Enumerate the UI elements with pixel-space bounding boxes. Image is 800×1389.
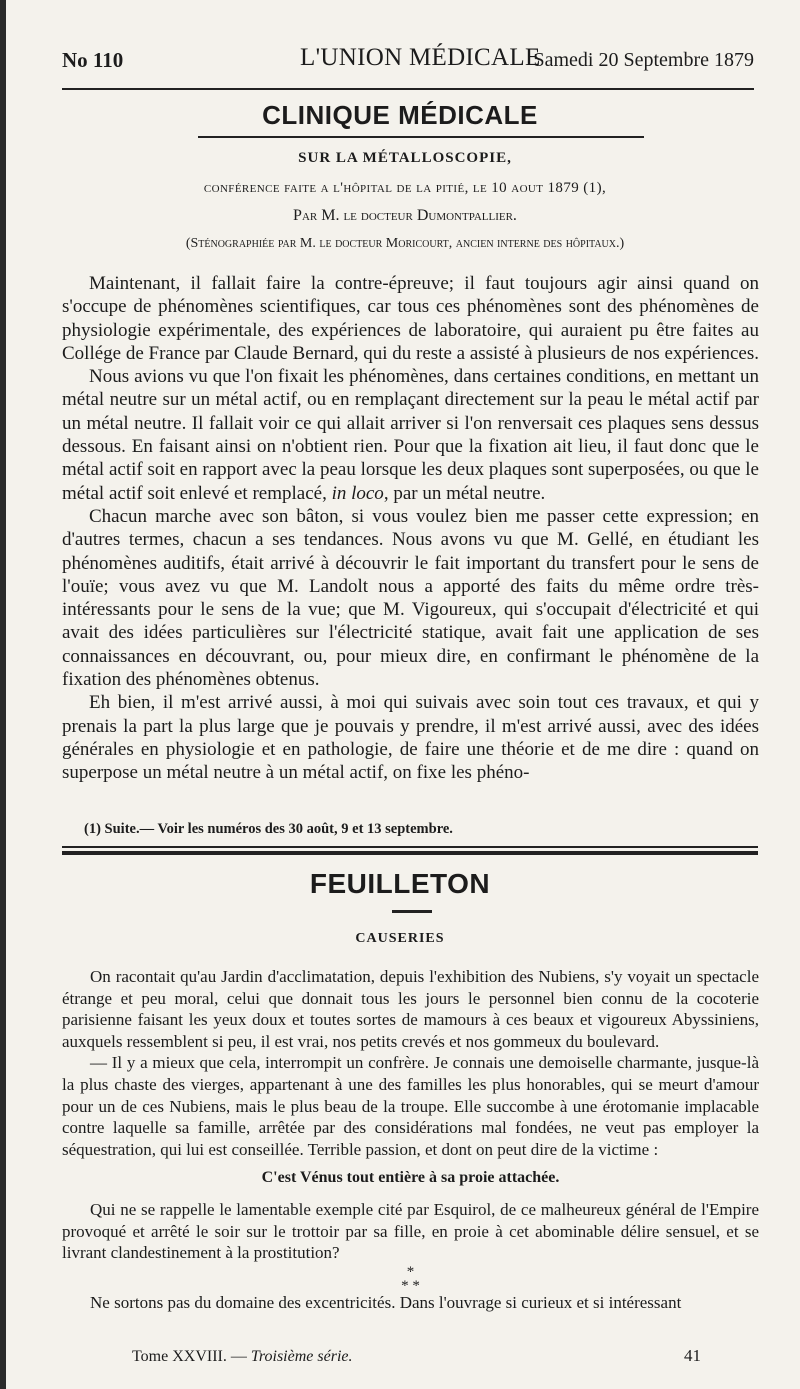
author-line: Par M. le docteur Dumontpallier.	[293, 207, 517, 224]
paragraph: Chacun marche avec son bâton, si vous voulez bien me passer cette expression; en d'autres termes, chacun a ses tendances. Nous avons vu que M. Gellé, en étudiant les phénomènes auditifs, était arrivé à découvrir le fait important du transfert pour le sens de l'ouïe; vous avez vu que M. Landolt nous a apporté des faits du même ordre très-intéressants pour le sens de la vue; que M. Vigoureux, qui s'occupait d'électricité et qui avait des idées particulières sur l'électricité statique, avait fait une application de ses connaissances en découvrant, ou, pour mieux dire, en confirmant le phénomène de la fixation des phénomènes obtenus.	[62, 505, 759, 691]
paragraph: Qui ne se rappelle le lamentable exemple cité par Esquirol, de ce malheureux général de l'Empire provoqué et arrêté le soir sur le trottoir par sa fille, en proie à cet abominable délire sensuel, et se livrant clandestinement à la prostitution?	[62, 1199, 759, 1263]
volume-line	[132, 1348, 352, 1366]
paragraph: On racontait qu'au Jardin d'acclimatation, depuis l'exhibition des Nubiens, s'y voyait un spectacle étrange et peu moral, celui que donnait tous les jours le personnel bien connu de la cocoterie parisienne faisant les yeux doux et toutes sortes de mamours à ces beaux et vigoureux Abyssiniens, auxquels ressemblent si peu, il est vrai, nos petits crevés et nos gommeux du boulevard.	[62, 967, 759, 1051]
section-title-feuilleton: FEUILLETON	[309, 868, 491, 899]
divider-rule	[62, 846, 758, 848]
verse-quote: C'est Vénus tout entière à sa proie attachée.	[261, 1169, 560, 1187]
journal-title: L'UNION MÉDICALE	[300, 44, 541, 71]
divider-rule-thick	[62, 851, 758, 855]
series-label: Troisième série.	[250, 1348, 353, 1365]
page-header	[62, 44, 758, 78]
page-number: 41	[684, 1346, 701, 1365]
conference-line: conférence faite a l'hôpital de la pitié, le 10 aout 1879 (1),	[203, 180, 607, 196]
stenographer-line: (Sténographiée par M. le docteur Moricourt, ancien interne des hôpitaux.)	[185, 236, 625, 251]
section-title-clinique: CLINIQUE MÉDICALE	[262, 100, 538, 130]
feuilleton-subtitle: CAUSERIES	[355, 931, 445, 946]
issue-number: No 110	[62, 48, 124, 72]
article-subtitle: SUR LA MÉTALLOSCOPIE,	[298, 150, 512, 166]
header-rule	[62, 88, 754, 90]
volume-label: Tome XXVIII. —	[132, 1348, 251, 1365]
asterism-top: *	[406, 1263, 415, 1280]
paragraph: Eh bien, il m'est arrivé aussi, à moi qui suivais avec soin tout ces travaux, et qui y prenais la part la plus large que je pouvais y prendre, il m'est arrivé aussi, avec des idées générales en physiologie et en pathologie, de faire une théorie et de me dire : quand on superpose un métal neutre à un métal actif, on fixe les phéno-	[62, 692, 759, 784]
asterism-bottom: * *	[401, 1277, 420, 1294]
paragraph: Maintenant, il fallait faire la contre-épreuve; il faut toujours agir ainsi quand on s'occupe de phénomènes scientifiques, car tous ces phénomènes sont des phénomènes de physiologie expérimentale, des expériences de laboratoire, qui auraient pu être faites au Collége de France par Claude Bernard, qui du reste a assisté à plusieurs de nos expériences.	[62, 273, 759, 364]
clinique-body	[62, 272, 759, 785]
page-edge-shadow	[0, 0, 6, 1389]
paragraph: — Il y a mieux que cela, interrompit un confrère. Je connais une demoiselle charmante, jusque-là la plus chaste des vierges, appartenant à une des familles les plus honorables, qui se meurt d'amour pour un de ces Nubiens, mais le plus beau de la troupe. Elle succombe à une érotomanie implacable contre laquelle sa famille, arrêtée par des considérations mal fondées, ne veut pas employer la séquestration, qui lui est conseillée. Terrible passion, et dont on peut dire de la victime :	[62, 1053, 759, 1159]
issue-date: Samedi 20 Septembre 1879	[533, 49, 754, 71]
footnote: (1) Suite.— Voir les numéros des 30 août, 9 et 13 septembre.	[84, 821, 453, 837]
paragraph: Nous avions vu que l'on fixait les phénomènes, dans certaines conditions, en mettant un métal neutre sur un métal actif, ou en remplaçant directement sur la peau le métal actif par un métal neutre. Il fallait voir ce qui allait arriver si l'on renversait ces plaques sens dessus dessous. En faisant ainsi on n'obtient rien. Pour que la fixation ait lieu, il faut donc que le métal actif soit en rapport avec la peau lorsque les deux plaques sont superposées, ou que le métal actif soit enlevé et remplacé, in loco, par un métal neutre.	[62, 366, 759, 504]
title-rule	[198, 136, 644, 138]
title-dash	[392, 910, 432, 913]
feuilleton-body	[62, 966, 759, 1313]
paragraph: Ne sortons pas du domaine des excentricités. Dans l'ouvrage si curieux et si intéressant	[90, 1292, 682, 1312]
